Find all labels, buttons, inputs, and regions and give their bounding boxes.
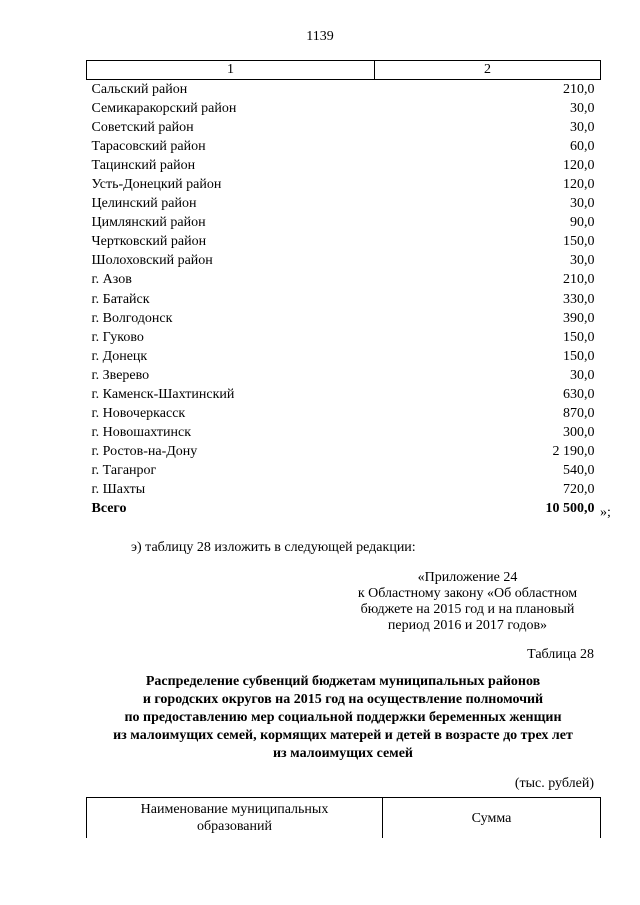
municipality-name: г. Зверево — [91, 367, 150, 383]
municipality-name: г. Шахты — [91, 482, 146, 497]
municipality-name: Чертковский район — [91, 234, 207, 250]
column-header-sum: Сумма — [383, 798, 601, 839]
municipality-name: Тацинский район — [91, 158, 196, 174]
table-row — [87, 194, 601, 213]
municipality-name: г. Батайск — [91, 291, 150, 307]
table-row — [87, 461, 601, 480]
appendix-line: бюджете на 2015 год и на плановый — [360, 602, 575, 617]
table-row — [87, 251, 601, 270]
table-row — [87, 137, 601, 156]
table-header-row — [87, 61, 601, 80]
subsidy-amount: 210,0 — [563, 82, 595, 98]
subsidy-amount: 720,0 — [563, 482, 595, 497]
table-row — [87, 404, 601, 423]
table-row — [87, 442, 601, 461]
municipality-name: Цимлянский район — [91, 215, 206, 231]
total-label: Всего — [91, 501, 127, 517]
municipality-name: г. Новошахтинск — [91, 424, 192, 440]
appendix-line: к Областному закону «Об областном — [357, 586, 578, 601]
subsidy-table-new — [86, 797, 601, 838]
subsidy-amount: 630,0 — [563, 386, 595, 402]
table-row — [87, 99, 601, 118]
municipality-name: Усть-Донецкий район — [91, 177, 222, 193]
subsidy-amount: 90,0 — [570, 215, 595, 231]
header-line: Наименование муниципальных — [140, 802, 329, 817]
subsidy-amount: 30,0 — [570, 120, 595, 136]
subsidy-amount: 870,0 — [563, 405, 595, 421]
municipality-name: г. Таганрог — [91, 462, 157, 478]
table-row — [87, 480, 601, 499]
municipality-name: г. Новочеркасск — [91, 405, 186, 421]
subsidy-amount: 390,0 — [563, 310, 595, 326]
municipality-name: Шолоховский район — [91, 253, 213, 269]
heading-line: и городских округов на 2015 год на осуществление полномочий — [142, 692, 544, 707]
page-number: 1139 — [306, 29, 334, 44]
municipality-name: г. Каменск-Шахтинский — [91, 386, 235, 402]
column-header-2: 2 — [375, 61, 601, 80]
subsidy-amount: 30,0 — [570, 253, 595, 269]
table-row — [87, 290, 601, 309]
table-row — [87, 213, 601, 232]
municipality-name: Семикаракорский район — [91, 101, 237, 117]
table-row — [87, 385, 601, 404]
table-row — [87, 175, 601, 194]
subsidy-amount: 540,0 — [563, 462, 595, 478]
subsidy-amount: 60,0 — [570, 139, 595, 155]
table-row — [87, 118, 601, 137]
heading-line: из малоимущих семей — [272, 746, 413, 761]
subsidy-amount: 150,0 — [563, 348, 595, 364]
subsidy-amount: 330,0 — [563, 291, 595, 307]
heading-line: по предоставлению мер социальной поддержки беременных женщин — [124, 710, 562, 725]
subsidy-amount: 30,0 — [570, 367, 595, 383]
subsidy-amount: 210,0 — [563, 272, 595, 288]
subsidy-amount: 120,0 — [563, 177, 595, 193]
subsidy-table-continued — [86, 60, 601, 518]
municipality-name: Сальский район — [91, 82, 188, 98]
instruction-text: э) таблицу 28 изложить в следующей редакции: — [131, 540, 416, 555]
closing-quote: »; — [600, 505, 611, 520]
subsidy-amount: 150,0 — [563, 234, 595, 250]
table-row — [87, 328, 601, 347]
municipality-name: г. Ростов-на-Дону — [91, 443, 198, 459]
municipality-name: Советский район — [91, 120, 194, 136]
table-row — [87, 423, 601, 442]
header-line: образований — [197, 819, 272, 834]
column-header-name — [87, 798, 383, 839]
subsidy-amount: 2 190,0 — [552, 443, 595, 459]
appendix-line: «Приложение 24 — [417, 570, 518, 585]
table-row — [87, 366, 601, 385]
subsidy-amount: 300,0 — [563, 424, 595, 440]
heading-line: из малоимущих семей, кормящих матерей и детей в возрасте до трех лет — [113, 728, 573, 743]
table-row — [87, 270, 601, 289]
table-row — [87, 80, 601, 100]
municipality-name: г. Азов — [91, 272, 132, 288]
column-header-1: 1 — [87, 61, 375, 80]
table-row — [87, 309, 601, 328]
units-label: (тыс. рублей) — [514, 776, 594, 791]
subsidy-amount: 30,0 — [570, 101, 595, 117]
table-heading — [86, 673, 600, 763]
municipality-name: Тарасовский район — [91, 139, 206, 155]
table-row — [87, 232, 601, 251]
heading-line: Распределение субвенций бюджетам муниципальных районов — [145, 674, 541, 689]
municipality-name: г. Донецк — [91, 348, 148, 364]
subsidy-amount: 150,0 — [563, 329, 595, 345]
subsidy-amount: 30,0 — [570, 196, 595, 212]
table-header-row — [87, 798, 601, 839]
table-row — [87, 347, 601, 366]
municipality-name: г. Гуково — [91, 329, 144, 345]
municipality-name: Целинский район — [91, 196, 197, 212]
total-amount: 10 500,0 — [545, 501, 595, 517]
table-label: Таблица 28 — [527, 647, 594, 662]
municipality-name: г. Волгодонск — [91, 310, 173, 326]
appendix-reference — [330, 570, 605, 634]
total-row — [87, 499, 601, 518]
subsidy-amount: 120,0 — [563, 158, 595, 174]
table-row — [87, 156, 601, 175]
appendix-line: период 2016 и 2017 годов» — [387, 618, 548, 633]
